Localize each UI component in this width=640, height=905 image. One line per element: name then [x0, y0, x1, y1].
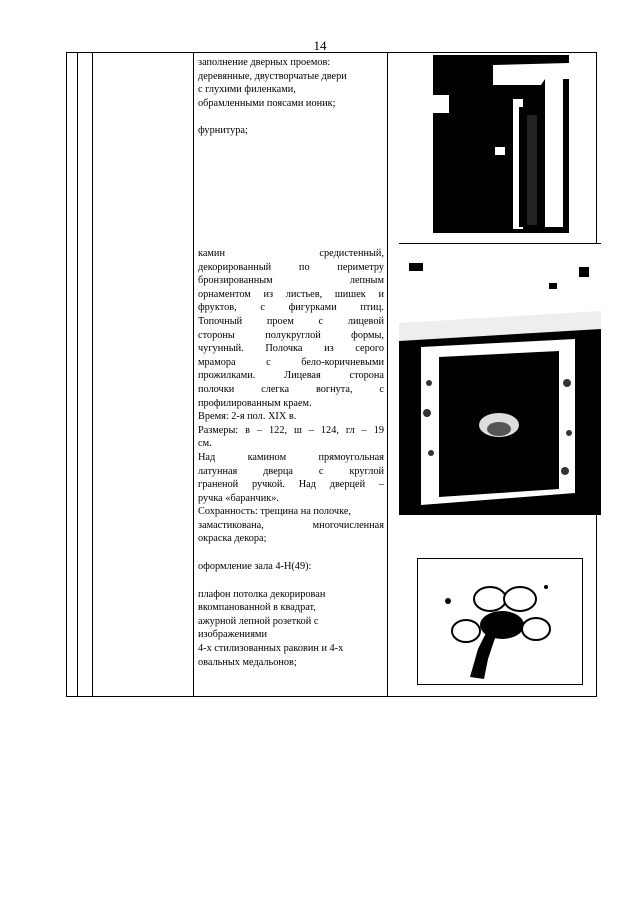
doors-line: деревянные, двустворчатые двери: [198, 70, 347, 82]
fireplace-state: замастикована, многочисленная: [198, 519, 384, 531]
table-column-divider: [92, 53, 93, 696]
fireplace-line: чугунный. Полочка из серого: [198, 343, 384, 355]
doors-hardware: фурнитура;: [198, 125, 248, 137]
table-column-divider: [193, 53, 194, 696]
fireplace-line: камин средистенный,: [198, 248, 384, 259]
doors-description: [198, 56, 384, 138]
hall-line: вкомпанованной в квадрат,: [198, 602, 316, 614]
fireplace-size: Размеры: в – 122, ш – 124, гл – 19: [198, 424, 384, 436]
doors-line: с глухими филенками,: [198, 84, 296, 96]
doors-line: обрамленными поясами ионик;: [198, 97, 336, 109]
fireplace-state: Сохранность: трещина на полочке,: [198, 506, 351, 518]
fireplace-line: полочки слегка вогнута, с: [198, 383, 384, 395]
page-number: 14: [313, 38, 327, 53]
fireplace-photo: [399, 243, 601, 515]
fireplace-line: прожилками. Лицевая сторона: [198, 370, 384, 382]
fireplace-door-line: Над каминoм прямоугольная: [198, 451, 384, 463]
fireplace-door-line: ручка «баранчик».: [198, 492, 279, 504]
fireplace-line: фруктов, с фигурками птиц.: [198, 302, 384, 314]
fireplace-door-line: латунная дверца с круглой: [198, 465, 384, 477]
fireplace-line: орнаментом из листьев, шишек и: [198, 288, 384, 300]
hall-line: ажурной лепной розеткой с: [198, 615, 319, 627]
hall-line: изображениями: [198, 629, 267, 641]
hall-line: овальных медальонов;: [198, 656, 297, 668]
hall-title: оформление зала 4-Н(49):: [198, 561, 312, 572]
door-photo: [433, 55, 569, 233]
doors-line: заполнение дверных проемов:: [198, 57, 331, 68]
fireplace-state: окраска декора;: [198, 533, 267, 545]
fireplace-line: стороны полукруглой формы,: [198, 329, 384, 341]
ceiling-rosette-photo: [417, 558, 583, 685]
table-column-divider: [387, 53, 388, 696]
fireplace-line: профилированным краем.: [198, 397, 312, 409]
fireplace-line: декорированный по периметру: [198, 261, 384, 273]
fireplace-line: Топочный проем с лицевой: [198, 315, 384, 327]
fireplace-description: [198, 247, 384, 546]
fireplace-door-line: граненой ручкой. Над дверцей –: [198, 479, 384, 491]
hall-line: 4-х стилизованных раковин и 4-х: [198, 642, 344, 654]
hall-line: плафон потолка декорирован: [198, 588, 326, 600]
fireplace-size: см.: [198, 438, 212, 450]
fireplace-line: бронзированным лепным: [198, 275, 384, 287]
hall-description: [198, 560, 384, 669]
table-column-divider: [77, 53, 78, 696]
fireplace-line: мрамора с бело-коричневыми: [198, 356, 384, 368]
fireplace-time: Время: 2-я пол. XIX в.: [198, 411, 297, 423]
inventory-table: [66, 52, 597, 697]
